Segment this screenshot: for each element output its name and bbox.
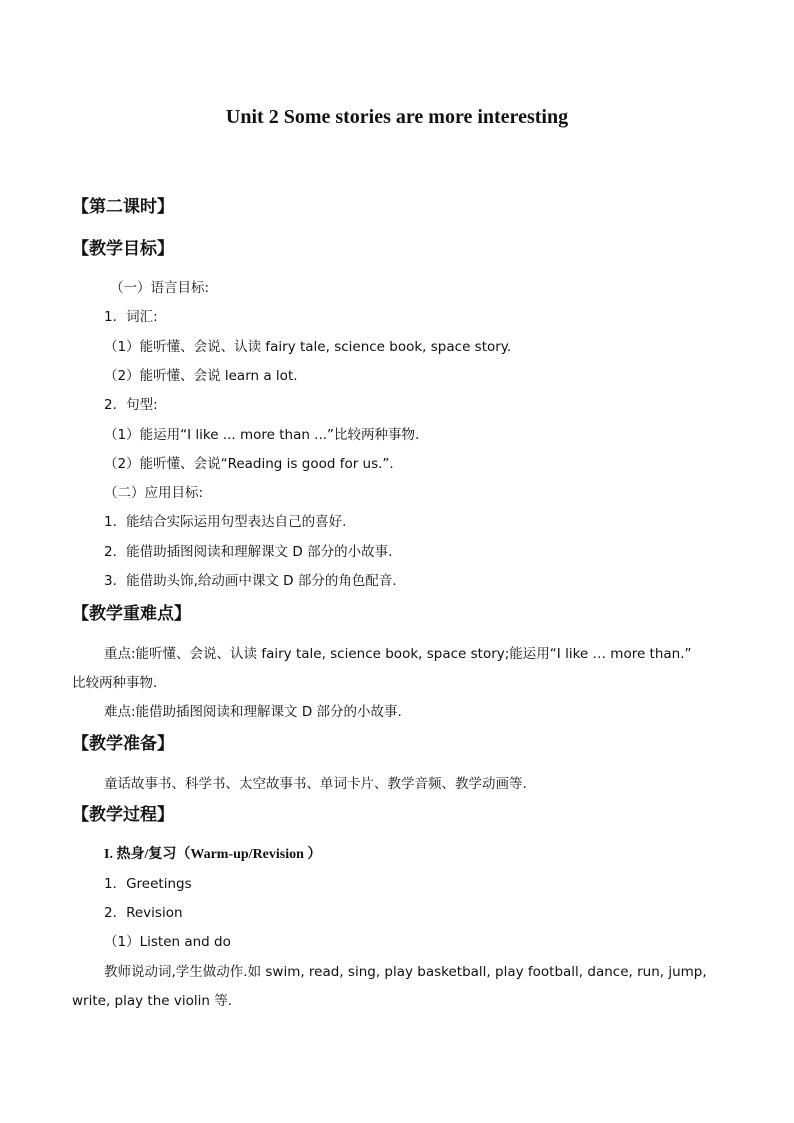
- process-line: （1）Listen and do: [104, 934, 231, 950]
- key-point-line: 重点:能听懂、会说、认读 fairy tale, science book, space story;能运用“I like … more than.”: [104, 646, 692, 662]
- key-point-line: 比较两种事物.: [72, 675, 158, 691]
- preparation-heading: 【教学准备】: [72, 734, 174, 754]
- process-line: 2．Revision: [104, 905, 183, 921]
- process-paragraph: write, play the violin 等.: [72, 993, 232, 1009]
- objective-line: 2．句型:: [104, 397, 158, 413]
- process-heading: 【教学过程】: [72, 805, 174, 825]
- objective-line: 3．能借助头饰,给动画中课文 D 部分的角色配音.: [104, 573, 397, 589]
- objective-line: （二）应用目标:: [104, 485, 204, 501]
- objectives-heading: 【教学目标】: [72, 239, 174, 259]
- objective-line: 2．能借助插图阅读和理解课文 D 部分的小故事.: [104, 544, 393, 560]
- objective-line: （2）能听懂、会说“Reading is good for us.”.: [104, 456, 394, 472]
- process-paragraph: 教师说动词,学生做动作.如 swim, read, sing, play basketball, play football, dance, run, jump,: [104, 964, 707, 980]
- objective-line: （一）语言目标:: [110, 280, 210, 296]
- document-title: Unit 2 Some stories are more interesting: [225, 106, 569, 128]
- objective-line: （1）能听懂、会说、认读 fairy tale, science book, space story.: [104, 339, 512, 355]
- key-point-line: 难点:能借助插图阅读和理解课文 D 部分的小故事.: [104, 704, 402, 720]
- process-subheading: I. 热身/复习（Warm-up/Revision ）: [104, 847, 322, 862]
- process-line: 1．Greetings: [104, 876, 192, 892]
- key-points-heading: 【教学重难点】: [72, 604, 191, 624]
- preparation-line: 童话故事书、科学书、太空故事书、单词卡片、教学音频、教学动画等.: [104, 776, 527, 792]
- objective-line: （2）能听懂、会说 learn a lot.: [104, 368, 298, 384]
- objective-line: 1．词汇:: [104, 309, 158, 325]
- objective-line: （1）能运用“I like ... more than ...”比较两种事物.: [104, 427, 420, 443]
- lesson-heading: 【第二课时】: [72, 197, 174, 217]
- objective-line: 1．能结合实际运用句型表达自己的喜好.: [104, 514, 347, 530]
